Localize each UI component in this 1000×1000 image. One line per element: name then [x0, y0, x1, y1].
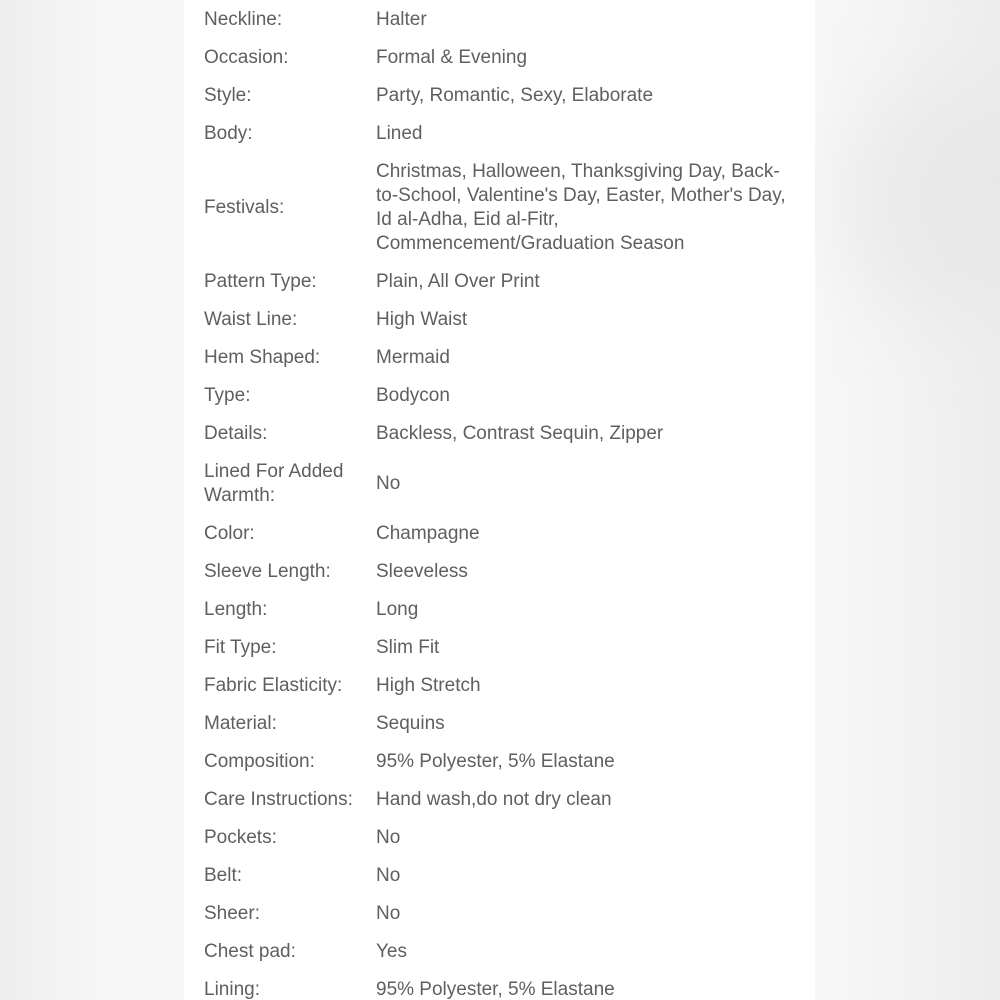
spec-value: Yes [376, 941, 407, 962]
spec-row [204, 39, 804, 77]
spec-value: No [376, 473, 401, 494]
spec-value: No [376, 827, 401, 848]
spec-label: Sheer: [204, 903, 260, 924]
spec-row [204, 153, 804, 263]
spec-label: Color: [204, 523, 255, 544]
spec-row [204, 895, 804, 933]
spec-label: Pockets: [204, 827, 277, 848]
spec-row [204, 0, 804, 39]
spec-value: Party, Romantic, Sexy, Elaborate [376, 85, 654, 106]
spec-row [204, 781, 804, 819]
spec-label: Fabric Elasticity: [204, 675, 343, 696]
spec-value: 95% Polyester, 5% Elastane [376, 979, 615, 1000]
spec-row [204, 667, 804, 705]
spec-row [204, 553, 804, 591]
spec-row [204, 339, 804, 377]
spec-label: Lined For Added Warmth: [204, 461, 344, 506]
spec-row [204, 629, 804, 667]
spec-row [204, 857, 804, 895]
spec-value: Sleeveless [376, 561, 468, 582]
product-specs-panel [184, 0, 815, 1000]
spec-row [204, 705, 804, 743]
spec-label: Type: [204, 385, 251, 406]
spec-row [204, 301, 804, 339]
spec-value: Sequins [376, 713, 445, 734]
spec-value: Long [376, 599, 419, 620]
spec-row [204, 591, 804, 629]
spec-label: Chest pad: [204, 941, 296, 962]
spec-value: Slim Fit [376, 637, 440, 658]
spec-row [204, 933, 804, 971]
spec-row [204, 743, 804, 781]
spec-value: No [376, 865, 401, 886]
spec-value: Bodycon [376, 385, 450, 406]
spec-label: Pattern Type: [204, 271, 317, 292]
spec-label: Length: [204, 599, 268, 620]
spec-value: High Waist [376, 309, 468, 330]
spec-row [204, 377, 804, 415]
spec-row [204, 971, 804, 1000]
spec-label: Belt: [204, 865, 243, 886]
spec-label: Waist Line: [204, 309, 298, 330]
spec-label: Sleeve Length: [204, 561, 331, 582]
spec-row [204, 515, 804, 553]
spec-label: Body: [204, 123, 253, 144]
spec-label: Composition: [204, 751, 315, 772]
spec-label: Lining: [204, 979, 260, 1000]
spec-value: Hand wash,do not dry clean [376, 789, 612, 810]
spec-row [204, 263, 804, 301]
spec-label: Details: [204, 423, 268, 444]
spec-label: Material: [204, 713, 277, 734]
spec-value: Backless, Contrast Sequin, Zipper [376, 423, 664, 444]
background-blur [840, 80, 1000, 320]
spec-value: Plain, All Over Print [376, 271, 540, 292]
spec-value: Lined [376, 123, 423, 144]
spec-label: Neckline: [204, 9, 283, 30]
spec-value: 95% Polyester, 5% Elastane [376, 751, 615, 772]
spec-row [204, 819, 804, 857]
spec-label: Fit Type: [204, 637, 277, 658]
spec-table [204, 0, 804, 1000]
spec-row [204, 77, 804, 115]
spec-value: High Stretch [376, 675, 481, 696]
spec-label: Occasion: [204, 47, 289, 68]
spec-value: Mermaid [376, 347, 450, 368]
spec-value: Champagne [376, 523, 480, 544]
spec-label: Care Instructions: [204, 789, 353, 810]
spec-value: Halter [376, 9, 427, 30]
spec-row [204, 415, 804, 453]
spec-value: No [376, 903, 401, 924]
spec-row [204, 115, 804, 153]
spec-value: Formal & Evening [376, 47, 528, 68]
spec-value: Christmas, Halloween, Thanksgiving Day, Back-to-School, Valentine's Day, Easter, Mother's Day, Id al-Adha, Eid al-Fitr, Commencement/Graduation Season [376, 161, 786, 254]
spec-label: Style: [204, 85, 252, 106]
spec-row [204, 453, 804, 515]
spec-label: Festivals: [204, 197, 285, 218]
spec-label: Hem Shaped: [204, 347, 321, 368]
